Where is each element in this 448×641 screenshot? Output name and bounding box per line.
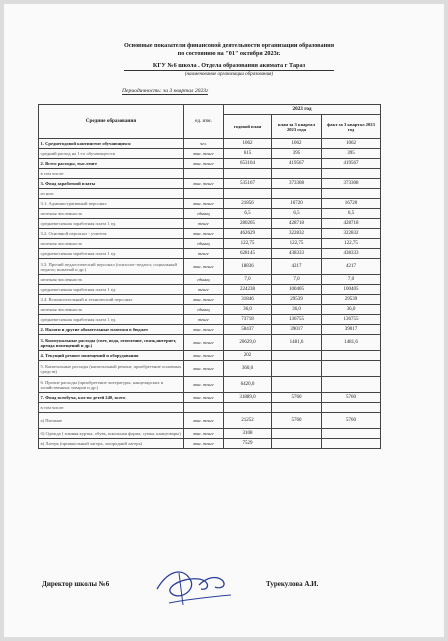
row-annual-cell: 18836	[224, 259, 272, 275]
row-label-cell: а) Питание	[39, 413, 184, 429]
column-header-unit: ед. изм.	[184, 105, 224, 139]
row-label-cell: 3. Фонд заработной платы	[39, 179, 184, 189]
row-plan-cell: 39017	[272, 325, 322, 335]
row-fact-cell: 100405	[322, 285, 381, 295]
row-fact-cell: 7,0	[322, 275, 381, 285]
row-plan-cell: 322832	[272, 229, 322, 239]
row-unit-cell: тыс. тенге	[184, 179, 224, 189]
row-unit-cell: тыс. тенге	[184, 229, 224, 239]
row-plan-cell: 1481,6	[272, 335, 322, 351]
document-sheet	[4, 4, 444, 637]
row-label-cell: 1. Среднегодовой контингент обучающихся	[39, 139, 184, 149]
row-fact-cell: 16720	[322, 199, 381, 209]
row-unit-cell: тыс. тенге	[184, 377, 224, 393]
table-row	[39, 429, 381, 439]
row-label-cell: 6. Прочие расходы (приобретение литературы, канцелярских и хозяйственных товаров и др.)	[39, 377, 184, 393]
row-plan-cell: 373308	[272, 179, 322, 189]
table-header-row-1	[39, 105, 381, 115]
row-fact-cell	[322, 169, 381, 179]
row-label-cell: из них:	[39, 189, 184, 199]
row-annual-cell: 21252	[224, 413, 272, 429]
row-unit-cell: тыс. тенге	[184, 259, 224, 275]
row-fact-cell: 395	[322, 149, 381, 159]
row-annual-cell: 202	[224, 351, 272, 361]
signature-scribble	[139, 559, 249, 614]
row-plan-cell: 428718	[272, 219, 322, 229]
table-row	[39, 169, 381, 179]
row-unit-cell: тыс. тенге	[184, 429, 224, 439]
finance-table	[38, 104, 381, 449]
column-header-name: Средние образования	[39, 105, 184, 139]
signature-director-label: Директор школы №6	[42, 580, 110, 588]
row-label-cell: 7. Фонд всеобуча, кол-во детей 240, всего	[39, 393, 184, 403]
column-header-year: 2023 год	[224, 105, 381, 115]
row-fact-cell	[322, 361, 381, 377]
row-label-cell: в) Лагерь (пришкольный лагерь, загородний лагерь)	[39, 439, 184, 449]
table-row	[39, 439, 381, 449]
row-plan-cell: 136755	[272, 315, 322, 325]
table-row	[39, 249, 381, 259]
row-label-cell: 3.2. Основной персонал - учителя	[39, 229, 184, 239]
row-annual-cell: 73718	[224, 315, 272, 325]
row-plan-cell: 5760	[272, 413, 322, 429]
table-row	[39, 377, 381, 393]
row-unit-cell: тыс. тенге	[184, 159, 224, 169]
organization-name: КГУ №6 школа . Отдела образования акимата г Тараз	[124, 62, 334, 71]
row-fact-cell: 419567	[322, 159, 381, 169]
row-fact-cell: 322832	[322, 229, 381, 239]
row-label-cell: среднемесячная заработная плата 1 ед.	[39, 219, 184, 229]
row-plan-cell	[272, 377, 322, 393]
row-annual-cell: 653104	[224, 159, 272, 169]
period-line: Периодичность: за 3 квартал 2023г	[122, 88, 209, 94]
row-label-cell: штатная численность	[39, 209, 184, 219]
row-annual-cell: 280205	[224, 219, 272, 229]
row-fact-cell	[322, 189, 381, 199]
row-unit-cell: тыс. тенге	[184, 351, 224, 361]
table-row	[39, 295, 381, 305]
row-plan-cell: 419567	[272, 159, 322, 169]
table-row	[39, 219, 381, 229]
row-fact-cell: 4217	[322, 259, 381, 275]
table-row	[39, 229, 381, 239]
row-label-cell: б) Одежда ( зимняя куртка, обувь, школьная форма, сумка, канцтовары)	[39, 429, 184, 439]
row-plan-cell: 5760	[272, 393, 322, 403]
row-label-cell: в том числе:	[39, 403, 184, 413]
row-fact-cell	[322, 439, 381, 449]
row-fact-cell: 1481,6	[322, 335, 381, 351]
row-plan-cell: 122,75	[272, 239, 322, 249]
table-row	[39, 179, 381, 189]
row-unit-cell: тыс. тенге	[184, 199, 224, 209]
table-row	[39, 189, 381, 199]
row-label-cell: штатная численность	[39, 305, 184, 315]
row-fact-cell: 1062	[322, 139, 381, 149]
row-unit-cell	[184, 169, 224, 179]
row-label-cell: 2. Налоги и другие обязательные платежи в бюджет	[39, 325, 184, 335]
row-plan-cell	[272, 439, 322, 449]
table-row	[39, 199, 381, 209]
row-fact-cell: 39017	[322, 325, 381, 335]
row-plan-cell: 7,0	[272, 275, 322, 285]
column-header-fact: факт за 3 квартал 2023 год	[322, 115, 381, 139]
row-label-cell: среднемесячная заработная плата 1 ед.	[39, 249, 184, 259]
row-unit-cell: единиц	[184, 209, 224, 219]
row-annual-cell: 21856	[224, 199, 272, 209]
row-label-cell: среднемесячная заработная плата 1 ед.	[39, 285, 184, 295]
row-annual-cell: 31889,0	[224, 393, 272, 403]
row-fact-cell: 6,5	[322, 209, 381, 219]
row-fact-cell	[322, 351, 381, 361]
row-label-cell: 3.1. Административный персонал	[39, 199, 184, 209]
row-unit-cell: тыс. тенге	[184, 413, 224, 429]
row-annual-cell: 36,0	[224, 305, 272, 315]
row-plan-cell: 395	[272, 149, 322, 159]
row-label-cell: штатная численность	[39, 275, 184, 285]
row-label-cell: 5. Капитальные расходы (капитальный ремонт, приобретение основных средств)	[39, 361, 184, 377]
row-plan-cell: 36,0	[272, 305, 322, 315]
table-row	[39, 305, 381, 315]
row-unit-cell: тыс. тенге	[184, 361, 224, 377]
row-annual-cell: 31846	[224, 295, 272, 305]
row-label-cell: 3.3. Прочий педагогический персонал (психолог-педагог, социальный педагог, вожатый и др.)	[39, 259, 184, 275]
table-row	[39, 335, 381, 351]
row-fact-cell: 136755	[322, 315, 381, 325]
row-unit-cell: чел.	[184, 139, 224, 149]
row-unit-cell: единиц	[184, 305, 224, 315]
row-annual-cell: 3108	[224, 429, 272, 439]
row-annual-cell	[224, 189, 272, 199]
row-annual-cell: 615	[224, 149, 272, 159]
row-unit-cell: тыс. тенге	[184, 149, 224, 159]
row-plan-cell	[272, 189, 322, 199]
row-fact-cell	[322, 429, 381, 439]
row-annual-cell: 1062	[224, 139, 272, 149]
row-unit-cell: единиц	[184, 239, 224, 249]
row-fact-cell: 122,75	[322, 239, 381, 249]
row-unit-cell	[184, 403, 224, 413]
row-annual-cell: 7529	[224, 439, 272, 449]
table-row	[39, 403, 381, 413]
table-row	[39, 413, 381, 429]
row-unit-cell: тыс. тенге	[184, 393, 224, 403]
row-unit-cell: тенге	[184, 219, 224, 229]
row-fact-cell: 428718	[322, 219, 381, 229]
table-row	[39, 159, 381, 169]
row-fact-cell: 29539	[322, 295, 381, 305]
row-annual-cell: 20629,0	[224, 335, 272, 351]
table-row	[39, 209, 381, 219]
row-plan-cell	[272, 429, 322, 439]
row-annual-cell: 58437	[224, 325, 272, 335]
row-label-cell: 4. Текущий ремонт помещений и оборудования	[39, 351, 184, 361]
row-fact-cell	[322, 377, 381, 393]
column-header-plan: план за 3 квартал 2023 года	[272, 115, 322, 139]
row-fact-cell: 5760	[322, 393, 381, 403]
row-label-cell: среднемесячная заработная плата 1 ед.	[39, 315, 184, 325]
signature-director-name: Турекулова А.И.	[266, 580, 319, 588]
table-row	[39, 139, 381, 149]
organization-note: (наименование организации образования)	[184, 72, 274, 77]
row-plan-cell: 4217	[272, 259, 322, 275]
row-annual-cell: 224238	[224, 285, 272, 295]
row-unit-cell: тенге	[184, 249, 224, 259]
row-annual-cell: 462629	[224, 229, 272, 239]
row-annual-cell: 6,5	[224, 209, 272, 219]
row-fact-cell: 36,0	[322, 305, 381, 315]
row-fact-cell	[322, 403, 381, 413]
row-unit-cell: тыс. тенге	[184, 439, 224, 449]
row-annual-cell: 6420,0	[224, 377, 272, 393]
row-unit-cell: тыс. тенге	[184, 295, 224, 305]
table-row	[39, 149, 381, 159]
row-unit-cell: тыс. тенге	[184, 335, 224, 351]
row-unit-cell	[184, 189, 224, 199]
row-label-cell: штатная численность	[39, 239, 184, 249]
row-plan-cell	[272, 403, 322, 413]
row-fact-cell: 438333	[322, 249, 381, 259]
table-row	[39, 325, 381, 335]
row-annual-cell: 628145	[224, 249, 272, 259]
table-row	[39, 315, 381, 325]
row-fact-cell: 373308	[322, 179, 381, 189]
row-unit-cell: тенге	[184, 315, 224, 325]
row-label-cell: 3. Коммунальные расходы (свет, вода, отопление, связь,интернет, аренда помещений и др.)	[39, 335, 184, 351]
row-plan-cell	[272, 351, 322, 361]
row-fact-cell: 5760	[322, 413, 381, 429]
row-unit-cell: тыс. тенге	[184, 325, 224, 335]
row-unit-cell: тенге	[184, 285, 224, 295]
row-unit-cell: единиц	[184, 275, 224, 285]
table-row	[39, 351, 381, 361]
row-annual-cell	[224, 403, 272, 413]
row-plan-cell: 16720	[272, 199, 322, 209]
row-label-cell: 2. Всего расходы, тыс.тенге	[39, 159, 184, 169]
row-plan-cell	[272, 169, 322, 179]
table-row	[39, 239, 381, 249]
table-row	[39, 393, 381, 403]
row-annual-cell	[224, 169, 272, 179]
row-label-cell: в том числе:	[39, 169, 184, 179]
row-label-cell: 3.4. Вспомогательный и технический персонал	[39, 295, 184, 305]
document-title: Основные показатели финансовой деятельности организации образования по состоянию на "01" октября 2023г.	[123, 42, 335, 57]
table-row	[39, 361, 381, 377]
row-plan-cell: 29539	[272, 295, 322, 305]
row-plan-cell: 438333	[272, 249, 322, 259]
row-plan-cell	[272, 361, 322, 377]
table-row	[39, 285, 381, 295]
row-annual-cell: 535167	[224, 179, 272, 189]
row-plan-cell: 100405	[272, 285, 322, 295]
row-label-cell: средний расход на 1-го обучающегося	[39, 149, 184, 159]
column-header-annual: годовой план	[224, 115, 272, 139]
row-plan-cell: 1062	[272, 139, 322, 149]
row-annual-cell: 360,0	[224, 361, 272, 377]
table-row	[39, 259, 381, 275]
table-row	[39, 275, 381, 285]
row-annual-cell: 122,75	[224, 239, 272, 249]
row-annual-cell: 7,0	[224, 275, 272, 285]
row-plan-cell: 6,5	[272, 209, 322, 219]
